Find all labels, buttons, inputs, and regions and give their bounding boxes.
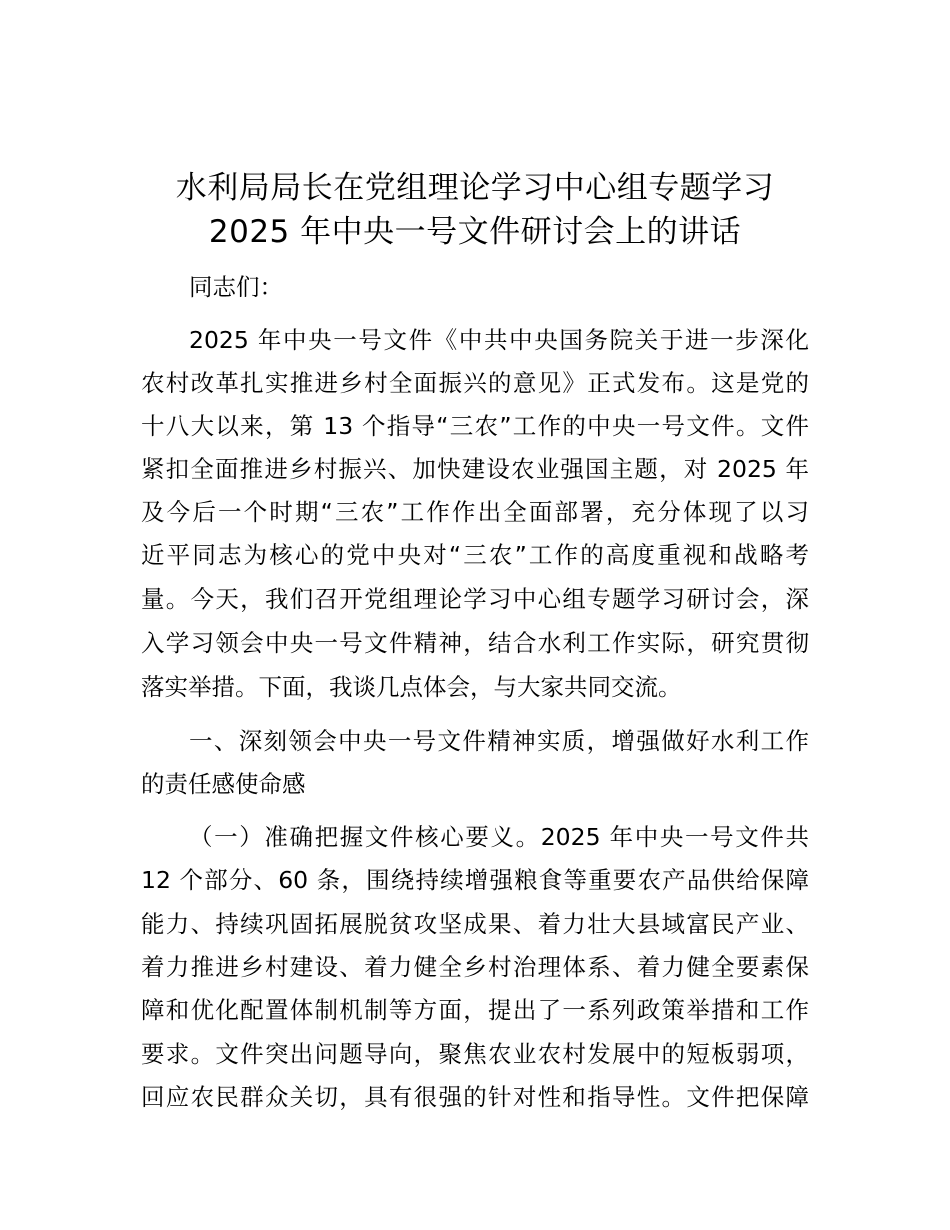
body-line: 落实举措。下面，我谈几点体会，与大家共同交流。 (141, 673, 682, 701)
body-line: 12 个部分、60 条，围绕持续增强粮食等重要农产品供给保障 (141, 866, 809, 894)
body-line: 十八大以来，第 13 个指导“三农”工作的中央一号文件。文件 (141, 412, 809, 440)
body-line: 2025 年中央一号文件《中共中央国务院关于进一步深化 (189, 326, 809, 354)
section-heading: 一、深刻领会中央一号文件精神实质，增强做好水利工作 (189, 727, 809, 755)
body-line: 近平同志为核心的党中央对“三农”工作的高度重视和战略考 (141, 541, 809, 569)
body-line: 障和优化配置体制机制等方面，提出了一系列政策举措和工作 (141, 996, 809, 1024)
section-heading-cont: 的责任感使命感 (141, 770, 306, 798)
body-line: 农村改革扎实推进乡村全面振兴的意见》正式发布。这是党的 (141, 369, 809, 397)
body-line: 能力、持续巩固拓展脱贫攻坚成果、着力壮大县域富民产业、 (141, 910, 809, 938)
body-line: 回应农民群众关切，具有很强的针对性和指导性。文件把保障 (141, 1083, 809, 1111)
body-line: 及今后一个时期“三农”工作作出全面部署，充分体现了以习 (141, 498, 809, 526)
salutation: 同志们： (189, 273, 283, 301)
body-line: 紧扣全面推进乡村振兴、加快建设农业强国主题，对 2025 年 (141, 455, 809, 483)
body-line: 要求。文件突出问题导向，聚焦农业农村发展中的短板弱项， (141, 1040, 809, 1068)
document-title-line-1: 水利局局长在党组理论学习中心组专题学习 (175, 170, 775, 206)
body-line: 入学习领会中央一号文件精神，结合水利工作实际，研究贯彻 (141, 629, 809, 657)
body-line: 量。今天，我们召开党组理论学习中心组专题学习研讨会，深 (141, 585, 809, 613)
body-line: 着力推进乡村建设、着力健全乡村治理体系、着力健全要素保 (141, 953, 809, 981)
document-title-line-2: 2025 年中央一号文件研讨会上的讲话 (208, 214, 742, 250)
body-line: （一）准确把握文件核心要义。2025 年中央一号文件共 (189, 823, 809, 851)
